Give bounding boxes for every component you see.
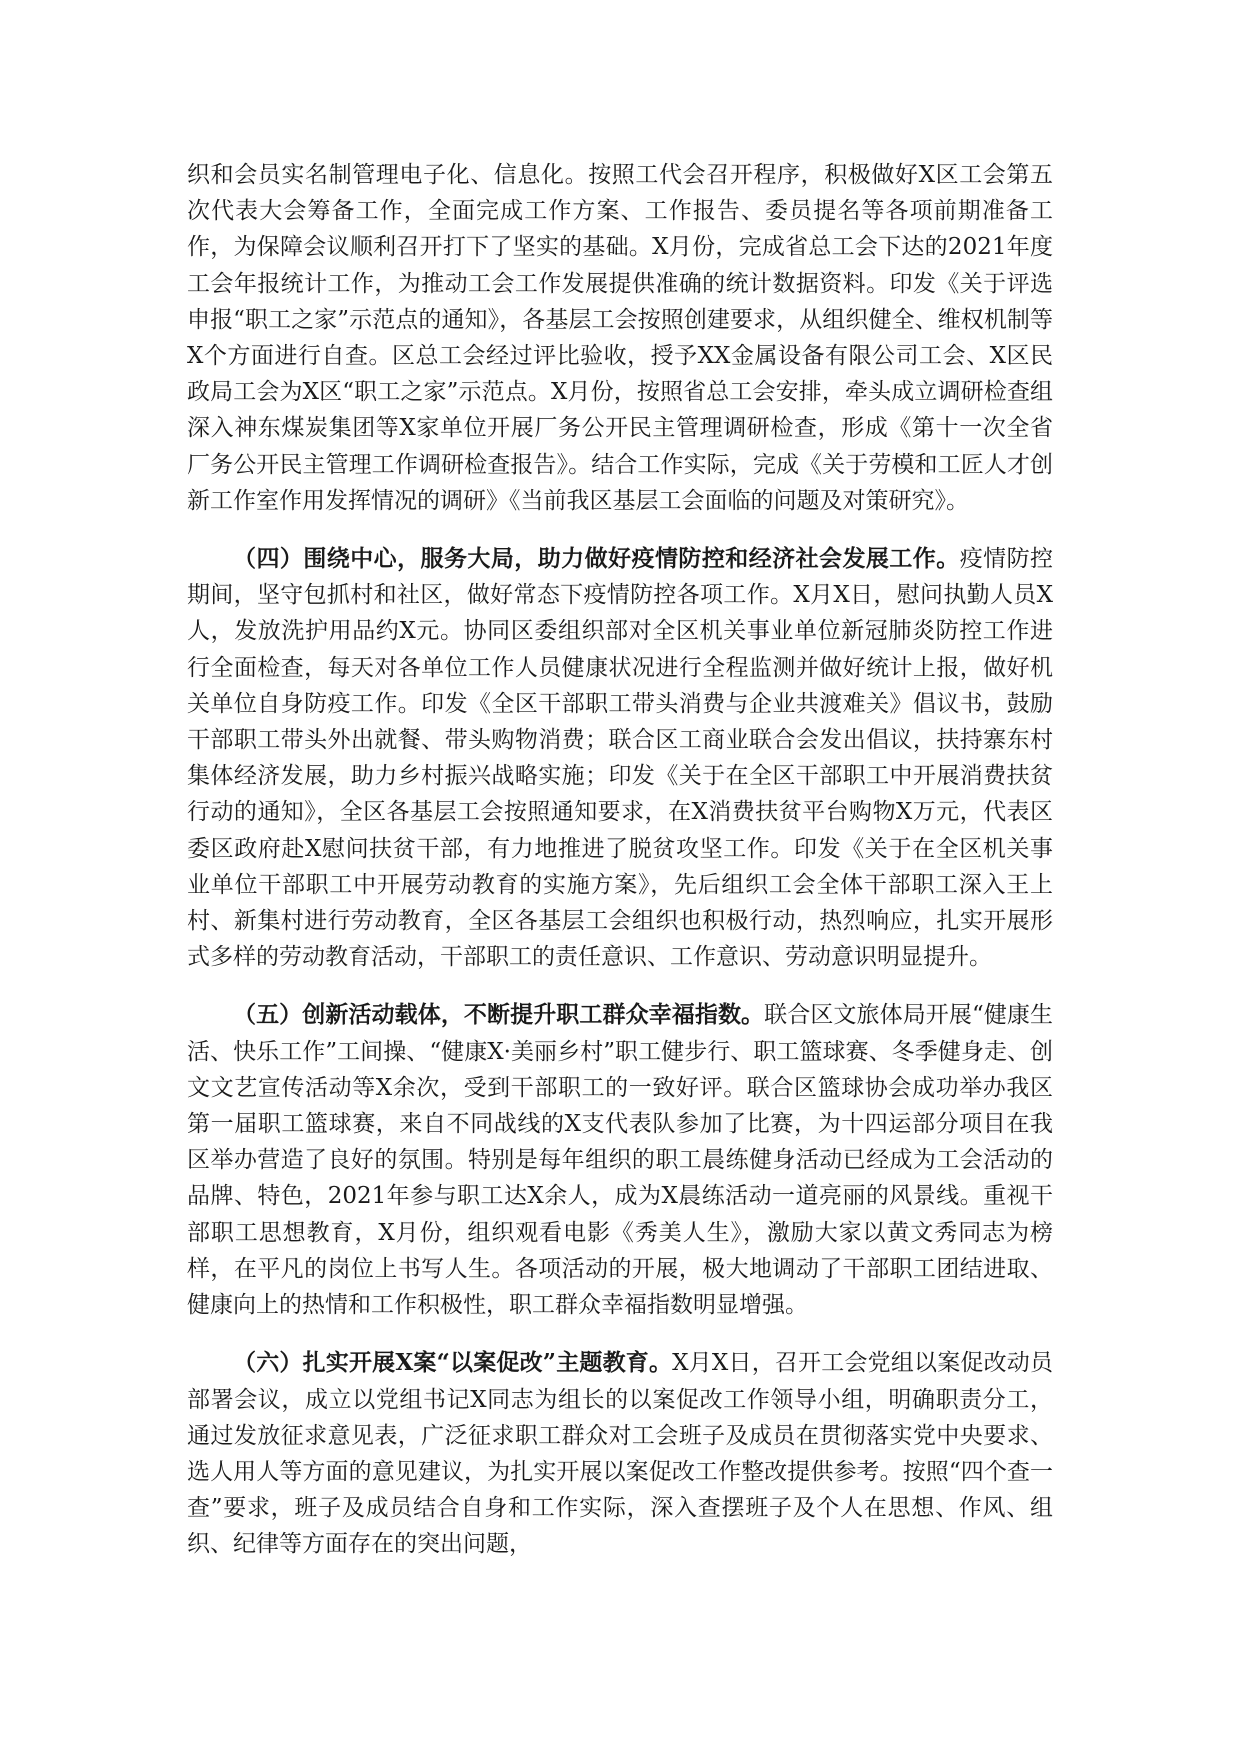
paragraph-3-text: 联合区文旅体局开展“健康生活、快乐工作”工间操、“健康X·美丽乡村”职工健步行、职工篮球赛、冬季健身走、创文文艺宣传活动等X余次，受到干部职工的一致好评。联合区篮球协会成功举办我区第一届职工篮球赛，来自不同战线的X支代表队参加了比赛，为十四运部分项目在我区举办营造了良好的氛围。特别是每年组织的职工晨练健身活动已经成为工会活动的品牌、特色，2021年参与职工达X余人，成为X晨练活动一道亮丽的风景线。重视干部职工思想教育，X月份，组织观看电影《秀美人生》，激励大家以黄文秀同志为榜样，在平凡的岗位上书写人生。各项活动的开展，极大地调动了干部职工团结进取、健康向上的热情和工作积极性，职工群众幸福指数明显增强。: [187, 1002, 1054, 1319]
section-heading-6: （六）扎实开展X案“以案促改”主题教育。: [233, 1349, 673, 1377]
section-heading-4: （四）围绕中心，服务大局，助力做好疫情防控和经济社会发展工作。: [233, 545, 960, 573]
paragraph-4-text: X月X日，召开工会党组以案促改动员部署会议，成立以党组书记X同志为组长的以案促改工作领导小组，明确职责分工，通过发放征求意见表，广泛征求职工群众对工会班子及成员在贯彻落实党中央要求、选人用人等方面的意见建议，为扎实开展以案促改工作整改提供参考。按照“四个查一查”要求，班子及成员结合自身和工作实际，深入查摆班子及个人在思想、作风、组织、纪律等方面存在的突出问题，: [187, 1350, 1054, 1558]
paragraph-2-text: 疫情防控期间，坚守包抓村和社区，做好常态下疫情防控各项工作。X月X日，慰问执勤人员X人，发放洗护用品约X元。协同区委组织部对全区机关事业单位新冠肺炎防控工作进行全面检查，每天对各单位工作人员健康状况进行全程监测并做好统计上报，做好机关单位自身防疫工作。印发《全区干部职工带头消费与企业共渡难关》倡议书，鼓励干部职工带头外出就餐、带头购物消费；联合区工商业联合会发出倡议，扶持寨东村集体经济发展，助力乡村振兴战略实施；印发《关于在全区干部职工中开展消费扶贫行动的通知》，全区各基层工会按照通知要求，在X消费扶贫平台购物X万元，代表区委区政府赴X慰问扶贫干部，有力地推进了脱贫攻坚工作。印发《关于在全区机关事业单位干部职工中开展劳动教育的实施方案》，先后组织工会全体干部职工深入王上村、新集村进行劳动教育，全区各基层工会组织也积极行动，热烈响应，扎实开展形式多样的劳动教育活动，干部职工的责任意识、工作意识、劳动意识明显提升。: [187, 546, 1054, 971]
paragraph-1-text: 织和会员实名制管理电子化、信息化。按照工代会召开程序，积极做好X区工会第五次代表大会筹备工作，全面完成工作方案、工作报告、委员提名等各项前期准备工作，为保障会议顺利召开打下了坚实的基础。X月份，完成省总工会下达的2021年度工会年报统计工作，为推动工会工作发展提供准确的统计数据资料。印发《关于评选申报“职工之家”示范点的通知》，各基层工会按照创建要求，从组织健全、维权机制等X个方面进行自查。区总工会经过评比验收，授予XX金属设备有限公司工会、X区民政局工会为X区“职工之家”示范点。X月份，按照省总工会安排，牵头成立调研检查组深入神东煤炭集团等X家单位开展厂务公开民主管理调研检查，形成《第十一次全省厂务公开民主管理工作调研检查报告》。结合工作实际，完成《关于劳模和工匠人才创新工作室作用发挥情况的调研》《当前我区基层工会面临的问题及对策研究》。: [187, 162, 1053, 514]
paragraph-1: [187, 157, 1053, 519]
paragraph-2: [187, 541, 1053, 975]
paragraph-3: [187, 997, 1053, 1323]
paragraph-4: [187, 1345, 1053, 1562]
section-heading-5: （五）创新活动载体，不断提升职工群众幸福指数。: [233, 1001, 765, 1029]
document-body: [187, 157, 1053, 1563]
